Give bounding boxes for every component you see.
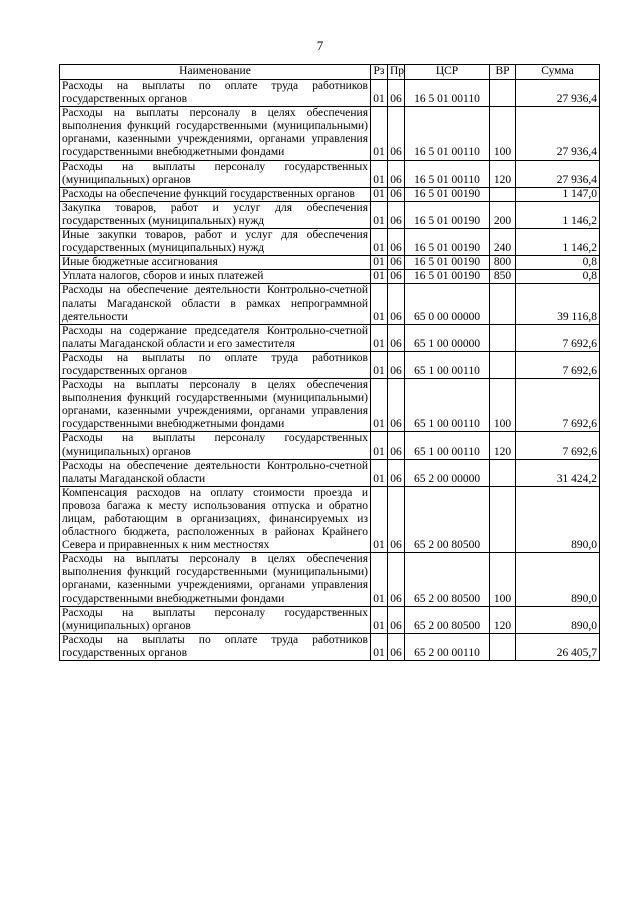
table-row: [60, 324, 600, 351]
cell-csr: 65 1 00 00000: [405, 324, 490, 351]
header-rz: Рз: [371, 65, 388, 80]
header-vr: ВР: [490, 65, 516, 80]
cell-csr: 65 1 00 00110: [405, 351, 490, 378]
cell-name: Уплата налогов, сборов и иных платежей: [60, 270, 371, 284]
cell-vr: 800: [490, 256, 516, 270]
cell-sum: 1 146,2: [516, 201, 600, 228]
table-row: [60, 351, 600, 378]
cell-vr: 100: [490, 107, 516, 160]
cell-name: Компенсация расходов на оплату стоимости проезда и провоза багажа к месту использования отпуска и обратно лицам, работающим в организациях, финансируемых из областного бюджета, расположенных в районах Крайнего Севера и приравненных к ним местностях: [60, 486, 371, 552]
table-row: [60, 256, 600, 270]
cell-csr: 16 5 01 00190: [405, 256, 490, 270]
cell-csr: 16 5 01 00190: [405, 229, 490, 256]
cell-sum: 890,0: [516, 606, 600, 633]
cell-csr: 65 2 00 00000: [405, 459, 490, 486]
cell-pr: 06: [388, 80, 405, 107]
table-row: [60, 633, 600, 660]
cell-pr: 06: [388, 107, 405, 160]
header-pr: Пр: [388, 65, 405, 80]
cell-vr: [490, 633, 516, 660]
cell-csr: 65 2 00 80500: [405, 606, 490, 633]
table-header: [60, 65, 600, 80]
cell-sum: 27 936,4: [516, 107, 600, 160]
cell-pr: 06: [388, 606, 405, 633]
table-row: [60, 201, 600, 228]
cell-name: Расходы на выплаты персоналу в целях обеспечения выполнения функций государственными (муниципальными) органами, казенными учреждениями, органами управления государственными внебюджетными фондами: [60, 107, 371, 160]
cell-csr: 16 5 01 00110: [405, 160, 490, 187]
cell-rz: 01: [371, 284, 388, 324]
header-row: [60, 65, 600, 80]
cell-rz: 01: [371, 351, 388, 378]
cell-rz: 01: [371, 459, 388, 486]
cell-vr: [490, 80, 516, 107]
table-row: [60, 459, 600, 486]
table-row: [60, 107, 600, 160]
cell-sum: 39 116,8: [516, 284, 600, 324]
cell-name: Иные закупки товаров, работ и услуг для обеспечения государственных (муниципальных) нужд: [60, 229, 371, 256]
table-row: [60, 187, 600, 201]
cell-sum: 27 936,4: [516, 80, 600, 107]
cell-csr: 65 2 00 00110: [405, 633, 490, 660]
cell-pr: 06: [388, 270, 405, 284]
cell-pr: 06: [388, 486, 405, 552]
cell-name: Расходы на обеспечение деятельности Контрольно-счетной палаты Магаданской области в рамках непрограммной деятельности: [60, 284, 371, 324]
cell-sum: 26 405,7: [516, 633, 600, 660]
cell-csr: 65 1 00 00110: [405, 379, 490, 432]
cell-sum: 7 692,6: [516, 432, 600, 459]
cell-name: Расходы на выплаты по оплате труда работников государственных органов: [60, 633, 371, 660]
cell-pr: 06: [388, 284, 405, 324]
cell-name: Расходы на выплаты по оплате труда работников государственных органов: [60, 80, 371, 107]
cell-pr: 06: [388, 324, 405, 351]
table-row: [60, 379, 600, 432]
cell-vr: 100: [490, 379, 516, 432]
table-row: [60, 284, 600, 324]
cell-vr: 240: [490, 229, 516, 256]
header-name: Наименование: [60, 65, 371, 80]
cell-name: Расходы на выплаты персоналу государственных (муниципальных) органов: [60, 432, 371, 459]
cell-sum: 1 147,0: [516, 187, 600, 201]
cell-vr: [490, 459, 516, 486]
cell-vr: [490, 324, 516, 351]
cell-rz: 01: [371, 270, 388, 284]
cell-rz: 01: [371, 432, 388, 459]
cell-rz: 01: [371, 553, 388, 606]
cell-pr: 06: [388, 256, 405, 270]
cell-pr: 06: [388, 187, 405, 201]
cell-rz: 01: [371, 379, 388, 432]
page-number: 7: [316, 38, 324, 53]
cell-pr: 06: [388, 351, 405, 378]
cell-vr: 120: [490, 432, 516, 459]
table-body: [60, 80, 600, 661]
cell-csr: 16 5 01 00190: [405, 187, 490, 201]
cell-rz: 01: [371, 606, 388, 633]
cell-name: Расходы на обеспечение функций государственных органов: [60, 187, 371, 201]
cell-name: Расходы на выплаты персоналу государственных (муниципальных) органов: [60, 160, 371, 187]
cell-csr: 65 2 00 80500: [405, 486, 490, 552]
cell-vr: [490, 351, 516, 378]
cell-name: Расходы на выплаты персоналу в целях обеспечения выполнения функций государственными (муниципальными) органами, казенными учреждениями, органами управления государственными внебюджетными фондами: [60, 379, 371, 432]
cell-sum: 890,0: [516, 486, 600, 552]
cell-rz: 01: [371, 229, 388, 256]
cell-name: Расходы на выплаты по оплате труда работников государственных органов: [60, 351, 371, 378]
cell-sum: 1 146,2: [516, 229, 600, 256]
cell-csr: 65 1 00 00110: [405, 432, 490, 459]
cell-rz: 01: [371, 324, 388, 351]
cell-sum: 7 692,6: [516, 351, 600, 378]
cell-vr: 120: [490, 160, 516, 187]
cell-pr: 06: [388, 553, 405, 606]
cell-vr: [490, 187, 516, 201]
cell-csr: 16 5 01 00190: [405, 270, 490, 284]
cell-name: Расходы на обеспечение деятельности Контрольно-счетной палаты Магаданской области: [60, 459, 371, 486]
cell-sum: 890,0: [516, 553, 600, 606]
cell-vr: [490, 486, 516, 552]
cell-rz: 01: [371, 201, 388, 228]
cell-sum: 27 936,4: [516, 160, 600, 187]
cell-pr: 06: [388, 160, 405, 187]
table-row: [60, 270, 600, 284]
cell-rz: 01: [371, 107, 388, 160]
cell-pr: 06: [388, 201, 405, 228]
cell-pr: 06: [388, 229, 405, 256]
cell-name: Расходы на выплаты персоналу в целях обеспечения выполнения функций государственными (муниципальными) органами, казенными учреждениями, органами управления государственными внебюджетными фондами: [60, 553, 371, 606]
cell-sum: 31 424,2: [516, 459, 600, 486]
cell-csr: 16 5 01 00110: [405, 80, 490, 107]
table-row: [60, 486, 600, 552]
table-row: [60, 160, 600, 187]
cell-vr: 120: [490, 606, 516, 633]
table-row: [60, 432, 600, 459]
table-row: [60, 80, 600, 107]
cell-pr: 06: [388, 633, 405, 660]
cell-csr: 16 5 01 00190: [405, 201, 490, 228]
cell-rz: 01: [371, 187, 388, 201]
cell-pr: 06: [388, 379, 405, 432]
header-csr: ЦСР: [405, 65, 490, 80]
header-sum: Сумма: [516, 65, 600, 80]
cell-name: Закупка товаров, работ и услуг для обеспечения государственных (муниципальных) нужд: [60, 201, 371, 228]
cell-vr: 850: [490, 270, 516, 284]
cell-vr: [490, 284, 516, 324]
table-row: [60, 229, 600, 256]
cell-name: Иные бюджетные ассигнования: [60, 256, 371, 270]
cell-vr: 200: [490, 201, 516, 228]
cell-rz: 01: [371, 633, 388, 660]
cell-name: Расходы на содержание председателя Контрольно-счетной палаты Магаданской области и его заместителя: [60, 324, 371, 351]
cell-sum: 7 692,6: [516, 324, 600, 351]
cell-sum: 0,8: [516, 270, 600, 284]
cell-pr: 06: [388, 459, 405, 486]
cell-csr: 65 2 00 80500: [405, 553, 490, 606]
cell-csr: 65 0 00 00000: [405, 284, 490, 324]
cell-rz: 01: [371, 80, 388, 107]
budget-table: [59, 64, 600, 661]
table-row: [60, 553, 600, 606]
cell-csr: 16 5 01 00110: [405, 107, 490, 160]
cell-rz: 01: [371, 256, 388, 270]
cell-vr: 100: [490, 553, 516, 606]
cell-name: Расходы на выплаты персоналу государственных (муниципальных) органов: [60, 606, 371, 633]
table-row: [60, 606, 600, 633]
cell-pr: 06: [388, 432, 405, 459]
cell-sum: 0,8: [516, 256, 600, 270]
cell-rz: 01: [371, 486, 388, 552]
cell-rz: 01: [371, 160, 388, 187]
cell-sum: 7 692,6: [516, 379, 600, 432]
